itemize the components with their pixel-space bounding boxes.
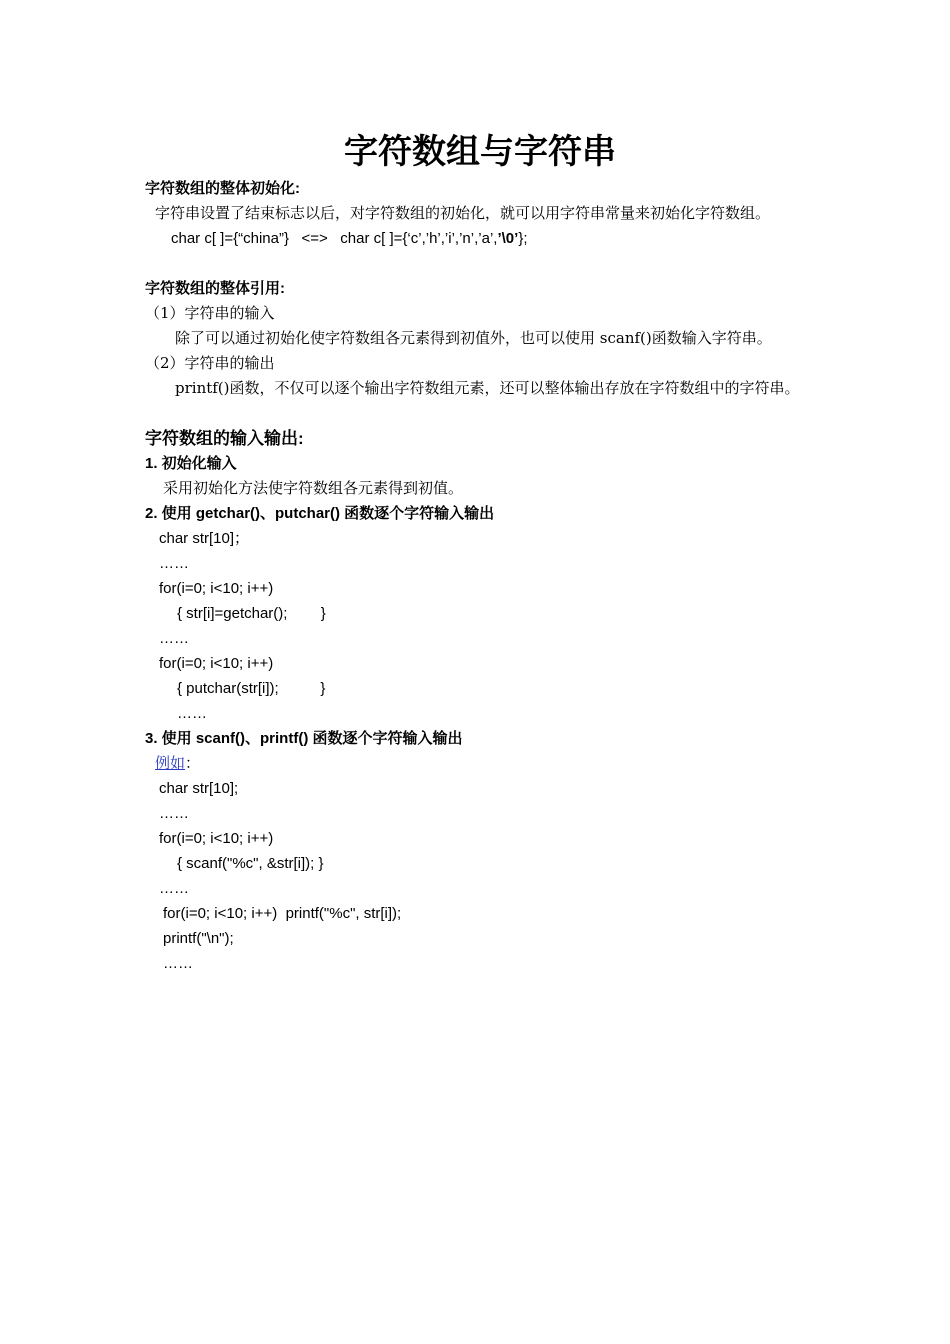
code-line: …… [159,805,189,822]
list-item: （2）字符串的输出 [145,354,275,372]
subsection-heading: 2. 使用 getchar()、putchar() 函数逐个字符输入输出 [145,505,495,522]
code-text: char c[ ]={‘c’,’h’,’i’,’n’,’a’, [340,230,498,247]
section-heading-io: 字符数组的输入输出: [145,429,304,448]
code-line: { str[i]=getchar(); } [177,605,326,622]
paragraph: 字符串设置了结束标志以后，对字符数组的初始化，就可以用字符串常量来初始化字符数组。 [155,204,771,222]
code-line: …… [159,555,189,572]
code-line: char str[10]； [159,530,250,547]
code-line: { scanf("%c", &str[i]); } [177,855,324,872]
code-text: }; [518,230,528,247]
list-item: （1）字符串的输入 [145,304,275,322]
null-terminator: ’\0’ [497,230,519,247]
code-line: …… [159,880,189,897]
code-line: for(i=0; i<10; i++) [159,655,274,672]
code-line: for(i=0; i<10; i++) printf("%c", str[i]); [163,905,402,922]
code-line: …… [177,705,207,722]
document-page [145,128,805,976]
spacer [145,401,805,426]
subsection-heading: 1. 初始化输入 [145,455,237,472]
equivalence-arrow: <=> [301,230,328,247]
example-link[interactable]: 例如 [155,754,186,772]
code-line: { putchar(str[i]); } [177,680,326,697]
code-line [145,226,805,251]
code-line: char str[10]; [159,780,239,797]
subsection-heading: 3. 使用 scanf()、printf() 函数逐个字符输入输出 [145,730,463,747]
spacer [145,251,805,276]
code-line: for(i=0; i<10; i++) [159,830,274,847]
code-line: …… [163,955,193,972]
section-heading-reference: 字符数组的整体引用: [145,280,285,297]
code-line: …… [159,630,189,647]
paragraph: 除了可以通过初始化使字符数组各元素得到初值外，也可以使用 scanf()函数输入字符串。 [175,329,772,347]
code-text: char c[ ]={“china”} [171,230,289,247]
section-heading-init: 字符数组的整体初始化: [145,180,300,197]
page-title: 字符数组与字符串 [344,132,616,172]
code-line: for(i=0; i<10; i++) [159,580,274,597]
code-line: printf("\n"); [163,930,234,947]
example-line [145,751,805,776]
paragraph: 采用初始化方法使字符数组各元素得到初值。 [163,479,464,497]
paragraph: printf()函数，不仅可以逐个输出字符数组元素，还可以整体输出存放在字符数组中的字符串。 [175,379,800,397]
colon: ： [185,755,201,772]
